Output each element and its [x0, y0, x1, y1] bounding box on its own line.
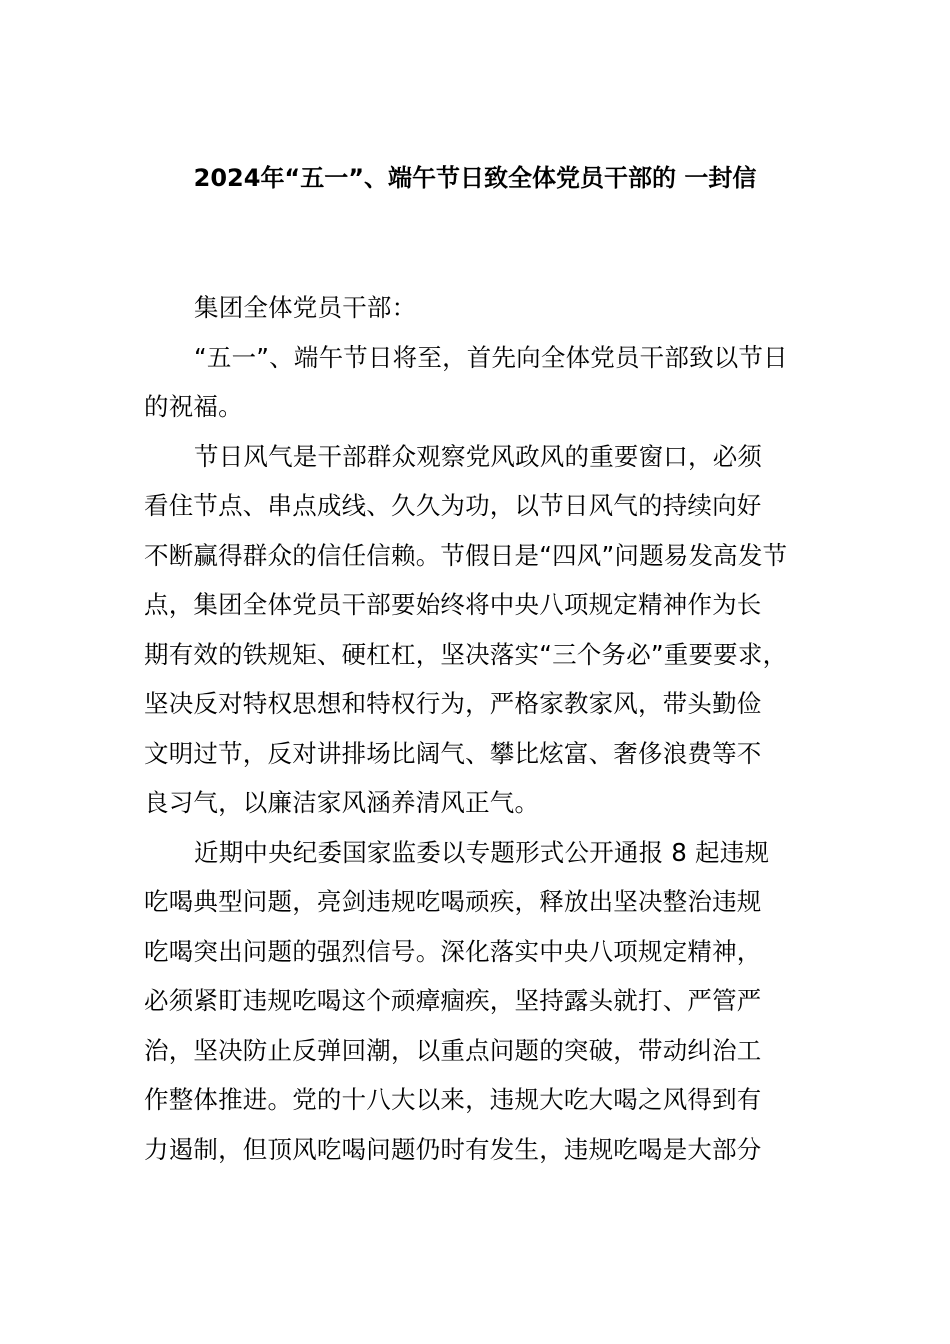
paragraph-3-line-2: 吃喝典型问题，亮剑违规吃喝顽疾，释放出坚决整治违规: [144, 887, 762, 916]
paragraph-2-line-4: 点，集团全体党员干部要始终将中央八项规定精神作为长: [144, 590, 762, 619]
paragraph-2-line-5: 期有效的铁规矩、硬杠杠，坚决落实“三个务必”重要要求，: [144, 639, 788, 669]
document-title: 2024年“五一”、端午节日致全体党员干部的 一封信: [193, 164, 757, 192]
paragraph-2-line-3: 不断赢得群众的信任信赖。节假日是“四风”问题易发高发节: [144, 540, 788, 570]
paragraph-2-line-1: 节日风气是干部群众观察党风政风的重要窗口，必须: [194, 441, 763, 471]
salutation-line: 集团全体党员干部：: [194, 293, 417, 322]
paragraph-3-line-3: 吃喝突出问题的强烈信号。深化落实中央八项规定精神，: [144, 936, 762, 966]
paragraph-3-line-7: 力遏制，但顶风吃喝问题仍时有发生，违规吃喝是大部分: [144, 1134, 762, 1164]
paragraph-2-line-8: 良习气，以廉洁家风涵养清风正气。: [144, 788, 540, 817]
document-body: [144, 283, 808, 1174]
paragraph-3-line-4: 必须紧盯违规吃喝这个顽瘴痼疾，坚持露头就打、严管严: [144, 986, 762, 1015]
paragraph-2-line-2: 看住节点、串点成线、久久为功，以节日风气的持续向好: [144, 491, 762, 520]
paragraph-1-line-2: 的祝福。: [144, 392, 243, 421]
paragraph-1-line-1: “五一”、端午节日将至，首先向全体党员干部致以节日: [194, 342, 788, 372]
paragraph-2-line-7: 文明过节，反对讲排场比阔气、攀比炫富、奢侈浪费等不: [144, 738, 762, 768]
paragraph-3-line-6: 作整体推进。党的十八大以来，违规大吃大喝之风得到有: [144, 1085, 762, 1114]
paragraph-2-line-6: 坚决反对特权思想和特权行为，严格家教家风，带头勤俭: [144, 689, 762, 718]
paragraph-3-line-5: 治，坚决防止反弹回潮，以重点问题的突破，带动纠治工: [144, 1035, 762, 1065]
paragraph-3-line-1: 近期中央纪委国家监委以专题形式公开通报 8 起违规: [194, 837, 770, 867]
